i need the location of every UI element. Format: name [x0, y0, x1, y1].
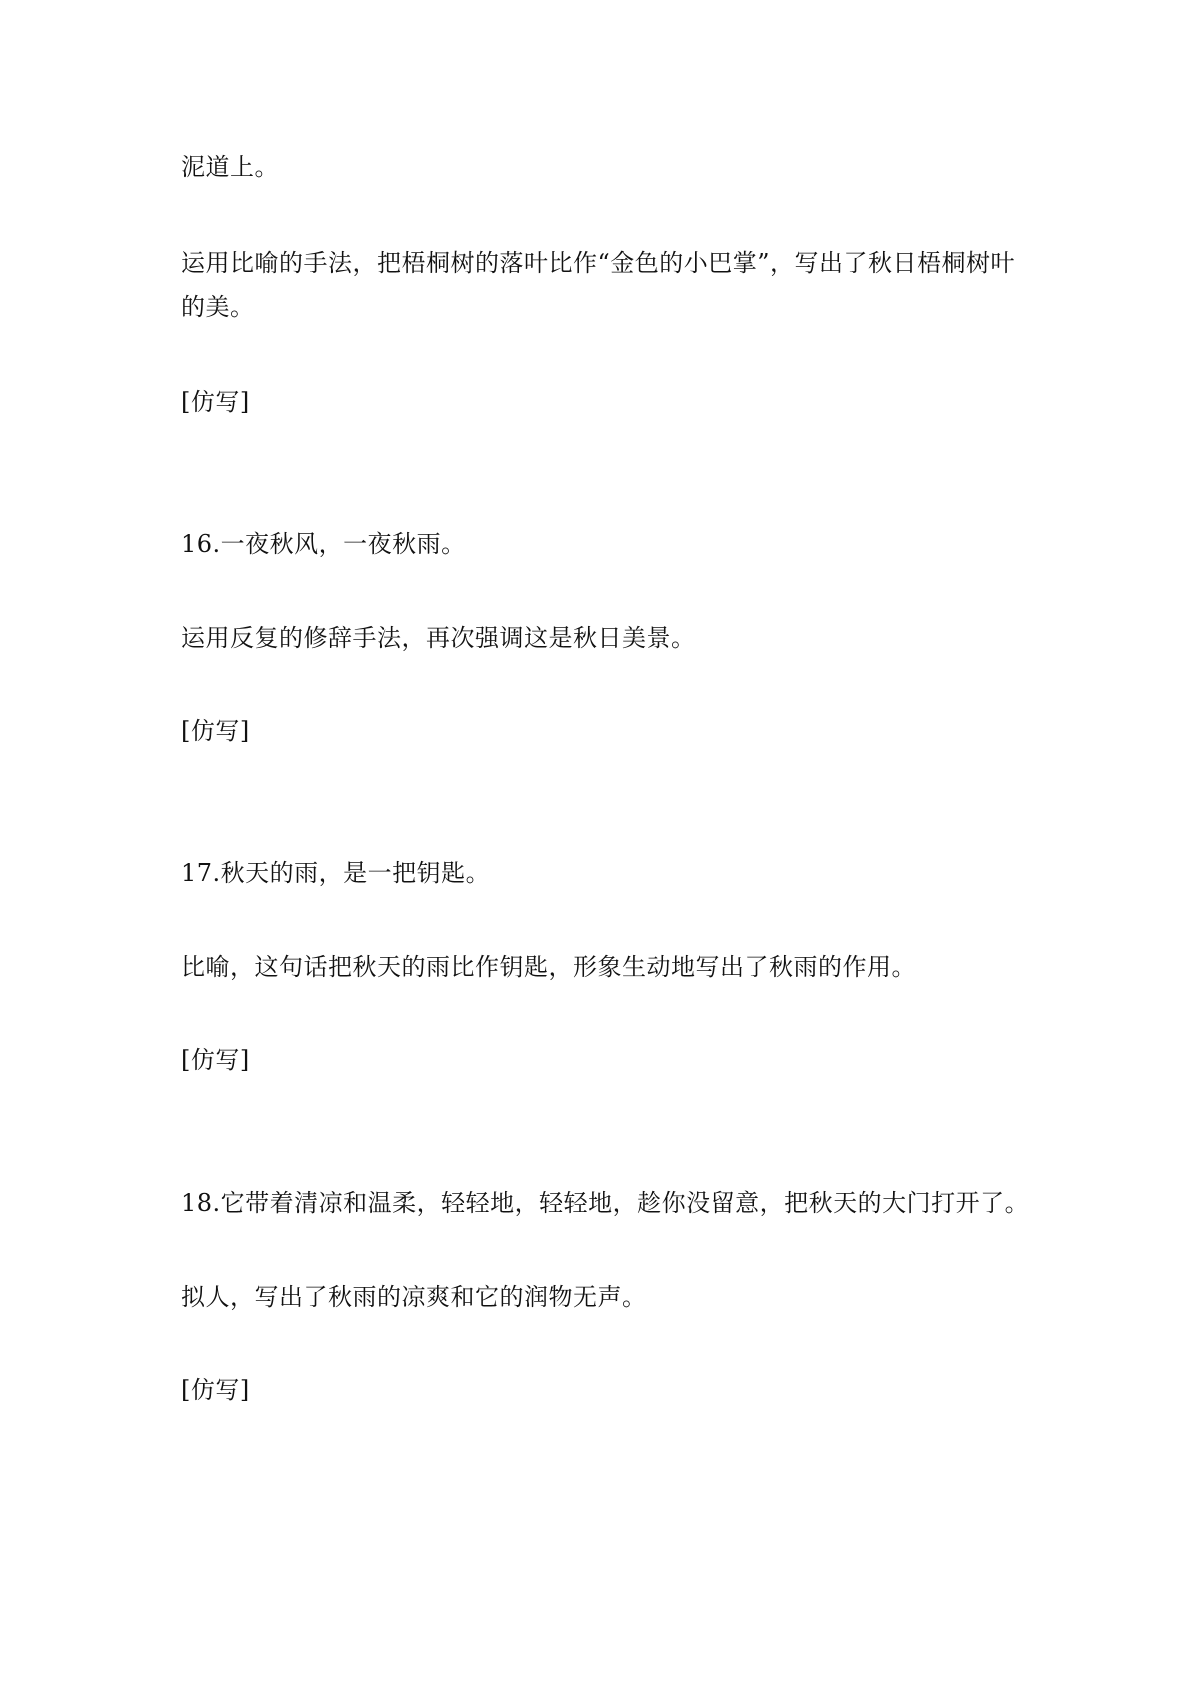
imitation-label: [仿写] — [181, 717, 250, 745]
imitation-label: [仿写] — [181, 388, 250, 416]
question-17: 17.秋天的雨，是一把钥匙。 — [181, 859, 491, 887]
text-line: 运用反复的修辞手法，再次强调这是秋日美景。 — [181, 624, 696, 652]
text-line: 运用比喻的手法，把梧桐树的落叶比作“金色的小巴掌”，写出了秋日梧桐树叶 — [181, 249, 1016, 277]
text-line: 拟人，写出了秋雨的凉爽和它的润物无声。 — [181, 1283, 647, 1311]
text-line: 泥道上。 — [181, 153, 279, 181]
question-16: 16.一夜秋风，一夜秋雨。 — [181, 530, 466, 558]
text-line: 的美。 — [181, 293, 255, 321]
text-line: 比喻，这句话把秋天的雨比作钥匙，形象生动地写出了秋雨的作用。 — [181, 953, 916, 981]
imitation-label: [仿写] — [181, 1376, 250, 1404]
question-18: 18.它带着清凉和温柔，轻轻地，轻轻地，趁你没留意，把秋天的大门打开了。 — [181, 1189, 1030, 1217]
imitation-label: [仿写] — [181, 1046, 250, 1074]
